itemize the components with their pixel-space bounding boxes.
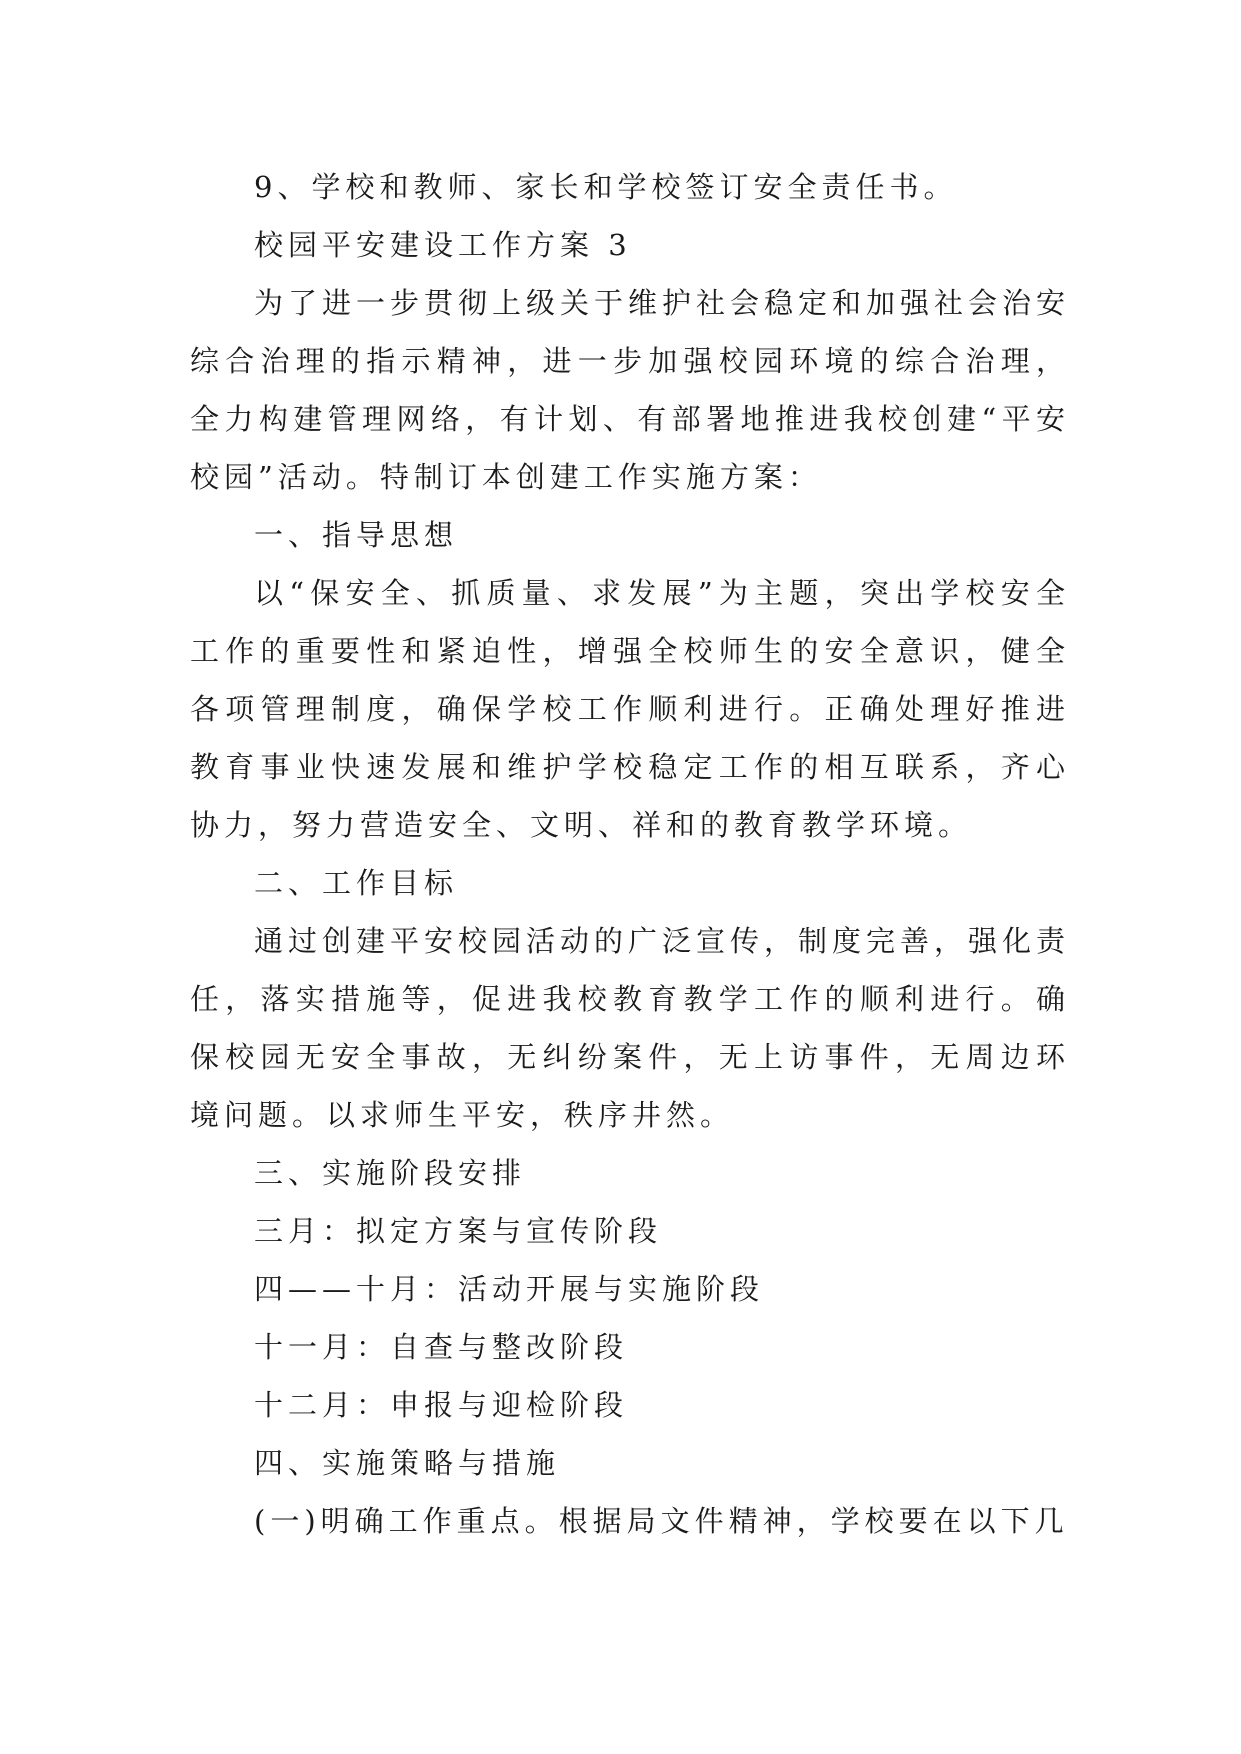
stage-december: 十二月：申报与迎检阶段 [254,1388,629,1422]
paragraph-responsibility-letter: 9、学校和教师、家长和学校签订安全责任书。 [254,170,958,204]
section-title-plan-3: 校园平安建设工作方案 3 [254,228,632,262]
paragraph-introduction: 为了进一步贯彻上级关于维护社会稳定和加强社会治安综合治理的指示精神，进一步加强校园环境的综合治理，全力构建管理网络，有计划、有部署地推进我校创建“平安校园”活动。特制订本创建工作实施方案： [190,286,1071,494]
stage-april-october: 四——十月：活动开展与实施阶段 [254,1272,765,1306]
paragraph-work-focus: (一)明确工作重点。根据局文件精神，学校要在以下几 [254,1504,1069,1538]
heading-guiding-thought: 一、指导思想 [254,518,459,552]
heading-implementation-stages: 三、实施阶段安排 [254,1156,527,1190]
stage-november: 十一月：自查与整改阶段 [254,1330,629,1364]
paragraph-guiding-thought: 以“保安全、抓质量、求发展”为主题，突出学校安全工作的重要性和紧迫性，增强全校师生的安全意识，健全各项管理制度，确保学校工作顺利进行。正确处理好推进教育事业快速发展和维护学校稳定工作的相互联系，齐心协力，努力营造安全、文明、祥和的教育教学环境。 [190,576,1070,842]
paragraph-work-goals: 通过创建平安校园活动的广泛宣传，制度完善，强化责任，落实措施等，促进我校教育教学工作的顺利进行。确保校园无安全事故，无纠纷案件，无上访事件，无周边环境问题。以求师生平安，秩序井然。 [190,924,1071,1132]
stage-march: 三月：拟定方案与宣传阶段 [254,1214,663,1248]
document-body [190,158,1070,1550]
heading-strategies-measures: 四、实施策略与措施 [254,1446,561,1480]
heading-work-goals: 二、工作目标 [254,866,459,900]
